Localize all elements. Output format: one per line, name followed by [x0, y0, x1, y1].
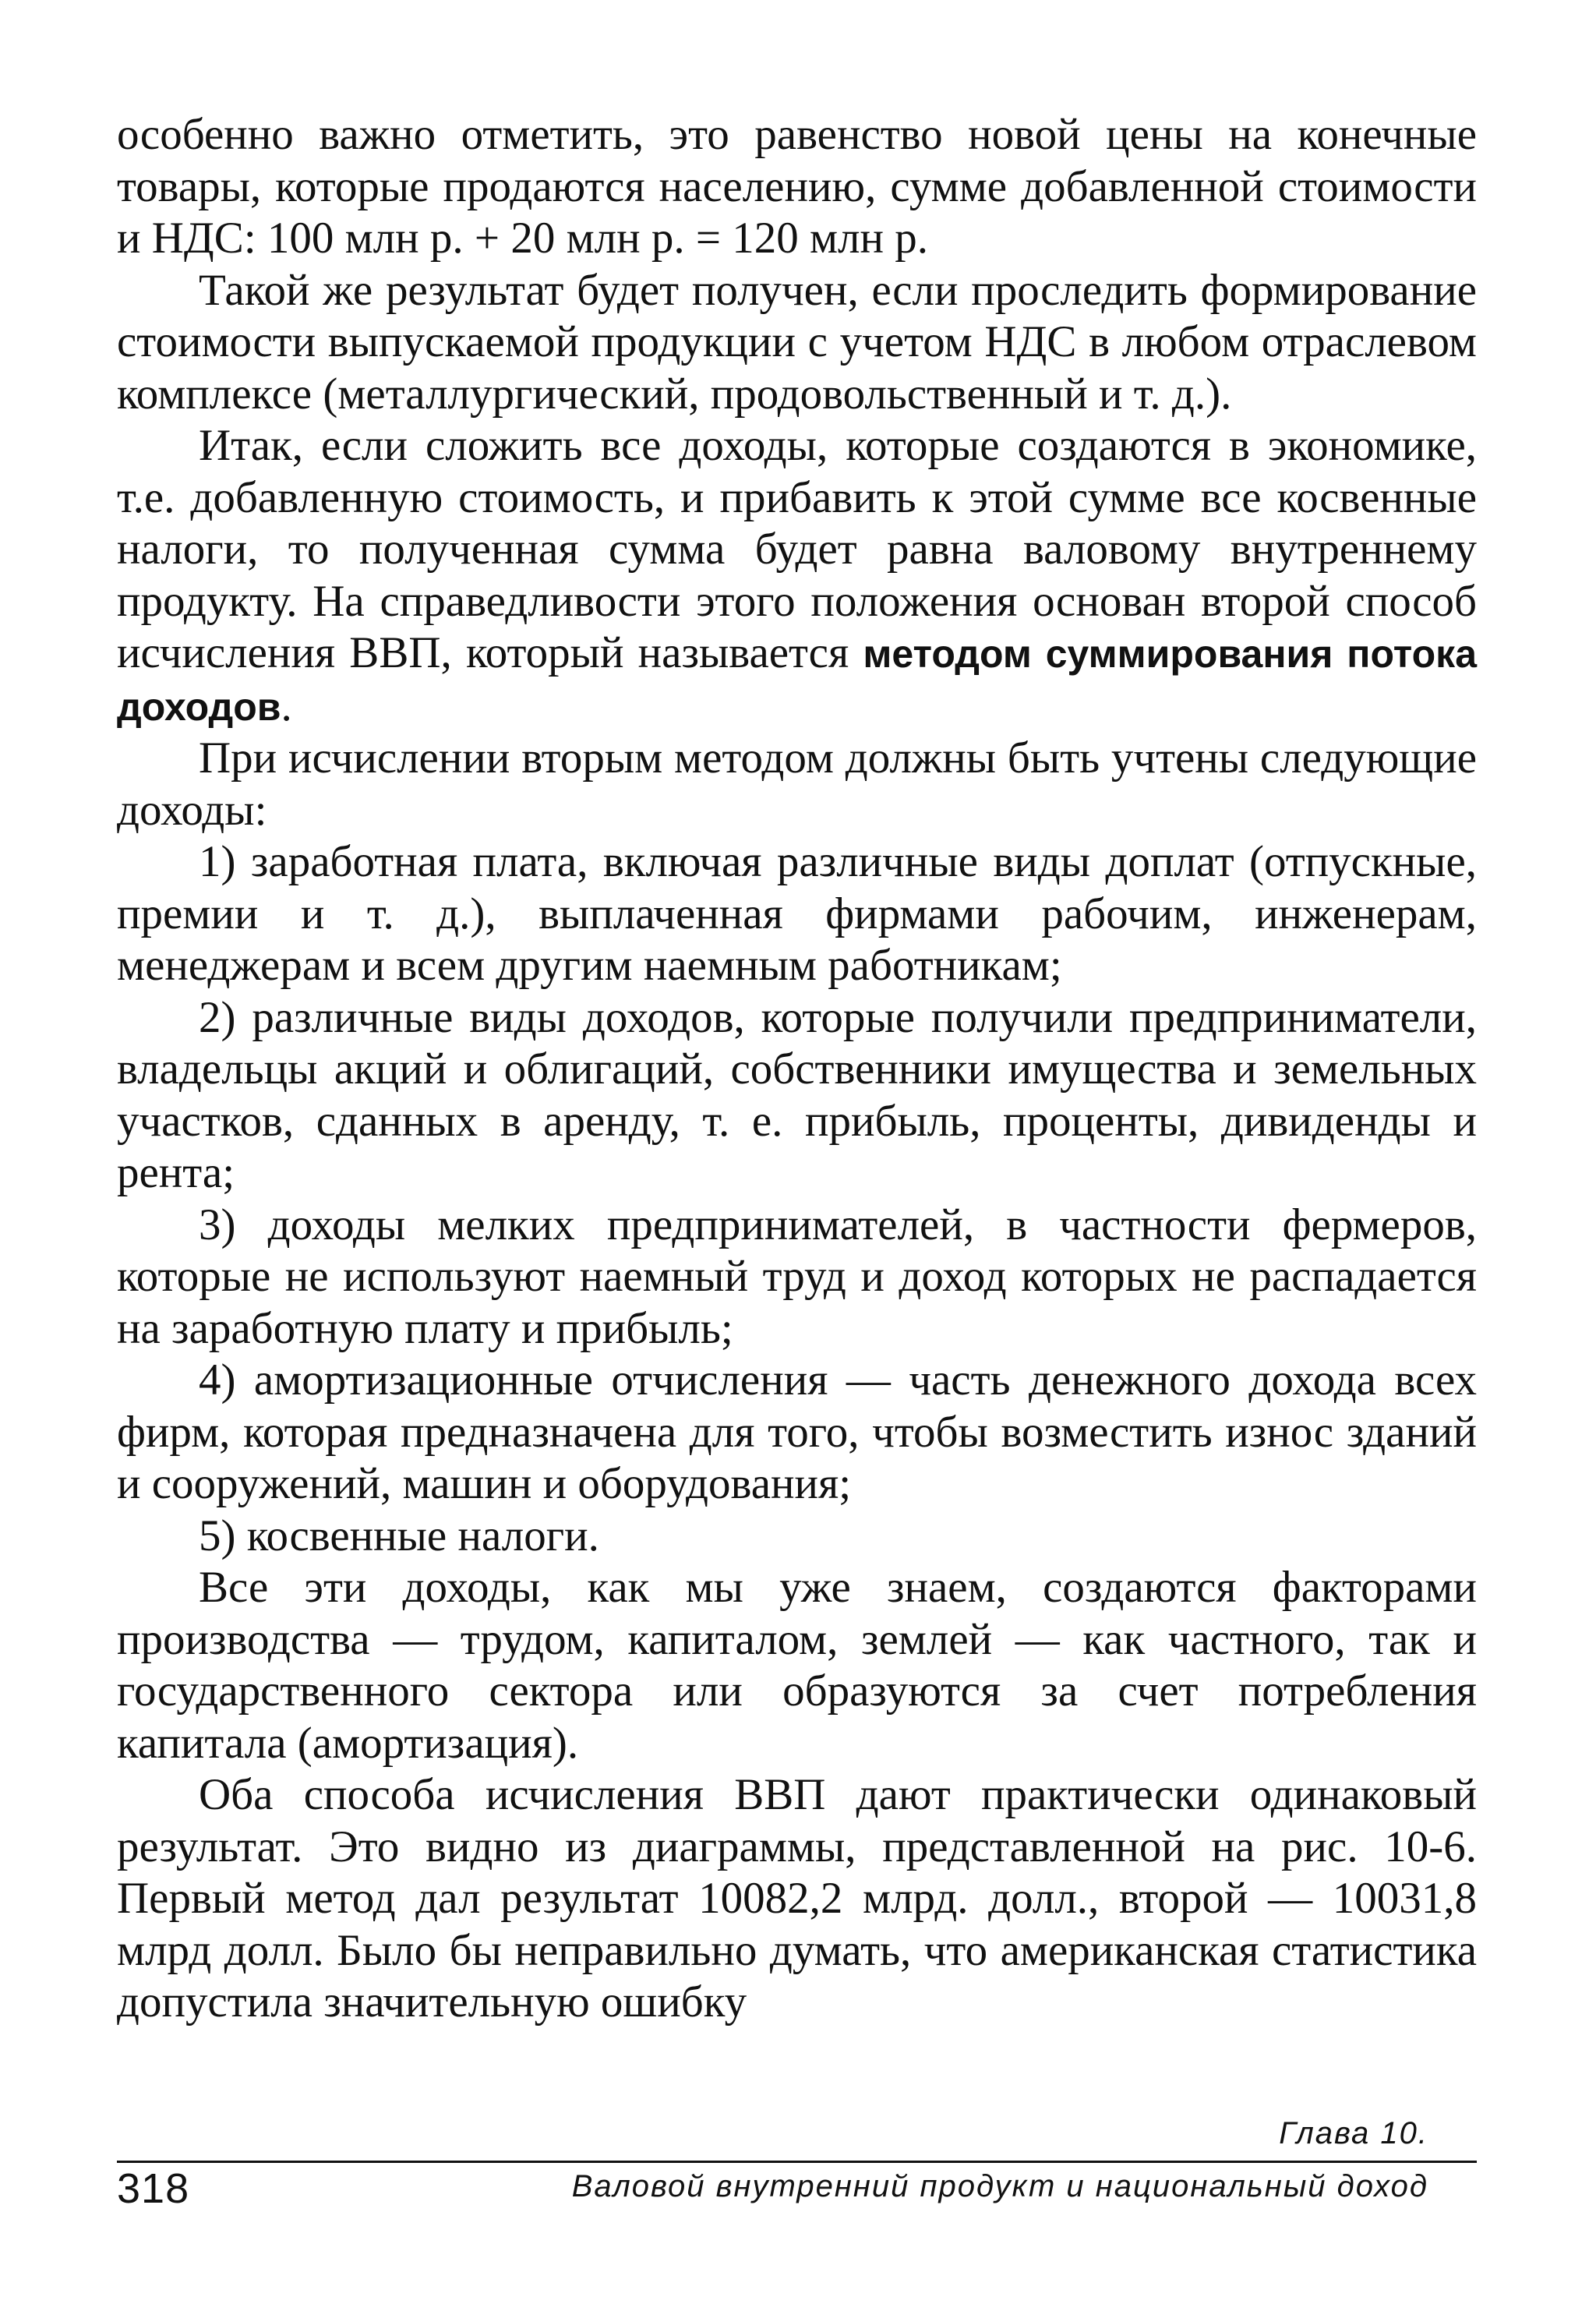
- footer-divider: [117, 2161, 1477, 2163]
- text-block: [117, 109, 1477, 2029]
- term-income-flow-method: методом суммирования потока доходов: [117, 632, 1478, 729]
- page-number: 318: [117, 2165, 190, 2212]
- paragraph-2: Такой же результат будет получен, если проследить формирование стоимости выпускаемой продукции с учетом НДС в любом отраслевом комплексе (металлургический, продовольственный и т. д.).: [117, 265, 1477, 419]
- list-item-2: 2) различные виды доходов, которые получили предприниматели, владельцы акций и облигаций, собственники имущества и земельных участков, сданных в аренду, т. е. прибыль, проценты, дивиденды и рента;: [117, 992, 1477, 1197]
- paragraph-3-end: .: [281, 680, 292, 730]
- list-item-1: 1) заработная плата, включая различные виды доплат (отпускные, премии и т. д.), выплаченная фирмами рабочим, инженерам, менеджерам и всем другим наемным работникам;: [117, 837, 1477, 990]
- paragraph-1: особенно важно отметить, это равенство новой цены на конечные товары, которые продаются населению, сумме добавленной стоимости и НДС: 100 млн р. + 20 млн р. = 120 млн р.: [117, 110, 1477, 263]
- page-footer: [117, 2116, 1477, 2225]
- list-item-4: 4) амортизационные отчисления — часть денежного дохода всех фирм, которая предназначена для того, чтобы возместить износ зданий и сооружений, машин и оборудования;: [117, 1355, 1477, 1508]
- paragraph-3-text: Итак, если сложить все доходы, которые создаются в экономике, т.е. добавленную стоимость, и прибавить к этой сумме все косвенные налоги, то полученная сумма будет равна валовому внутреннему продукту. На справедливости этого положения основан второй способ исчисления ВВП, который называется: [117, 421, 1477, 677]
- list-item-3: 3) доходы мелких предпринимателей, в частности фермеров, которые не используют наемный труд и доход которых не распадается на заработную плату и прибыль;: [117, 1200, 1477, 1353]
- paragraph-10: Все эти доходы, как мы уже знаем, создаются факторами производства — трудом, капиталом, землей — как частного, так и государственного сектора или образуются за счет потребления капитала (амортизация).: [117, 1563, 1477, 1768]
- paragraph-11: Оба способа исчисления ВВП дают практически одинаковый результат. Это видно из диаграммы, представленной на рис. 10-6. Первый метод дал результат 10082,2 млрд. долл., второй — 10031,8 млрд долл. Было бы неправильно думать, что американская статистика допустила значительную ошибку: [117, 1770, 1477, 2027]
- chapter-label: Глава 10.: [1279, 2116, 1428, 2150]
- chapter-title: Валовой внутренний продукт и национальный доход: [571, 2169, 1428, 2203]
- list-item-5: 5) косвенные налоги.: [199, 1511, 599, 1560]
- paragraph-3: [117, 420, 1477, 733]
- page-body: [117, 109, 1477, 2029]
- paragraph-4: При исчислении вторым методом должны быть учтены следующие доходы:: [117, 733, 1477, 835]
